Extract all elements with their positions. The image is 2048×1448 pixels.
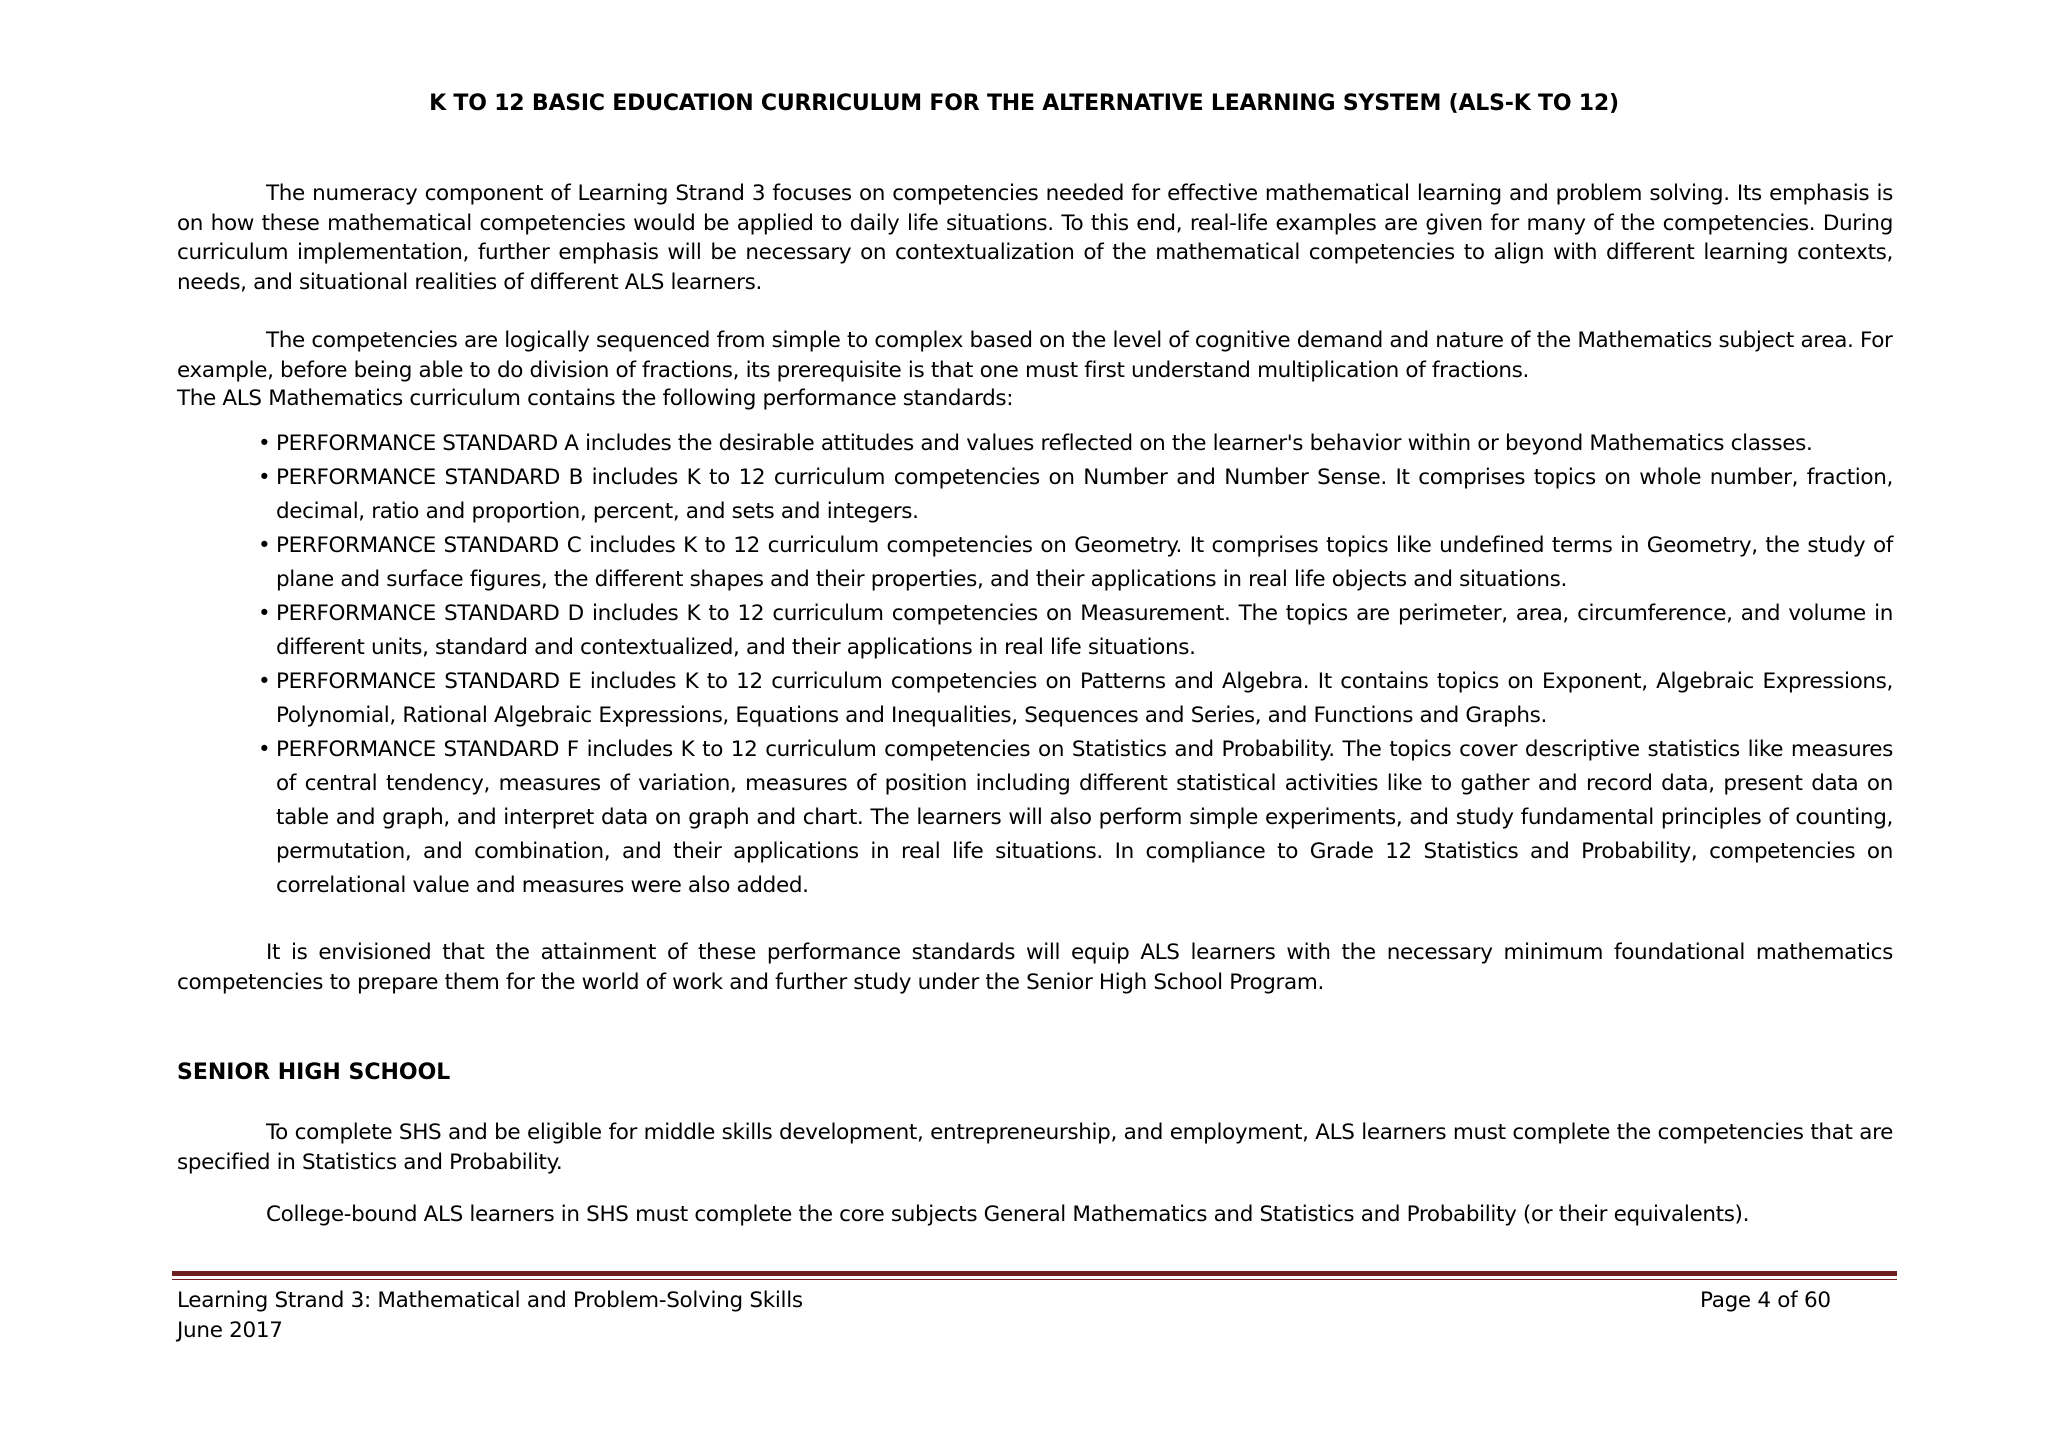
footer-divider: [172, 1271, 1897, 1276]
list-item-text: PERFORMANCE STANDARD B includes K to 12 curriculum competencies on Number and Number Sense. It comprises topics on whole number, fraction, decimal, ratio and proportion, percent, and sets and integers.: [276, 465, 1893, 524]
performance-standards-list: [258, 427, 1893, 903]
footer-strand: Learning Strand 3: Mathematical and Problem-Solving Skills: [177, 1288, 803, 1313]
bullet-icon: •: [258, 737, 271, 762]
list-item: [258, 733, 1893, 903]
envisioned-paragraph: It is envisioned that the attainment of these performance standards will equip ALS learners with the necessary minimum foundational mathematics competencies to prepare them for the world of work and further study under the Senior High School Program.: [177, 940, 1893, 995]
bullet-icon: •: [258, 533, 271, 558]
bullet-icon: •: [258, 465, 271, 490]
list-item-text: PERFORMANCE STANDARD D includes K to 12 curriculum competencies on Measurement. The topics are perimeter, area, circumference, and volume in different units, standard and contextualized, and their applications in real life situations.: [276, 601, 1893, 660]
page-number: Page 4 of 60: [1700, 1288, 1831, 1313]
sequencing-paragraph: The competencies are logically sequenced from simple to complex based on the level of cognitive demand and nature of the Mathematics subject area. For example, before being able to do division of fractions, its prerequisite is that one must first understand multiplication of fractions.: [177, 328, 1893, 383]
footer-info: [177, 1286, 803, 1346]
footer-divider-thin: [172, 1279, 1897, 1280]
list-item-text: PERFORMANCE STANDARD A includes the desirable attitudes and values reflected on the learner's behavior within or beyond Mathematics classes.: [276, 431, 1813, 456]
list-item-text: PERFORMANCE STANDARD E includes K to 12 curriculum competencies on Patterns and Algebra. It contains topics on Exponent, Algebraic Expressions, Polynomial, Rational Algebraic Expressions, Equations and Inequalities, Sequences and Series, and Functions and Graphs.: [276, 669, 1893, 728]
footer-date: June 2017: [177, 1318, 283, 1343]
list-item: [258, 461, 1893, 529]
list-item: [258, 597, 1893, 665]
list-item-text: PERFORMANCE STANDARD C includes K to 12 curriculum competencies on Geometry. It comprises topics like undefined terms in Geometry, the study of plane and surface figures, the different shapes and their properties, and their applications in real life objects and situations.: [276, 533, 1893, 592]
shs-requirements-paragraph: To complete SHS and be eligible for middle skills development, entrepreneurship, and employment, ALS learners must complete the competencies that are specified in Statistics and Probability.: [177, 1120, 1893, 1175]
list-item: [258, 529, 1893, 597]
bullet-icon: •: [258, 431, 271, 456]
document-title: K TO 12 BASIC EDUCATION CURRICULUM FOR THE ALTERNATIVE LEARNING SYSTEM (ALS-K TO 12): [429, 91, 1619, 116]
list-item: [258, 427, 1893, 461]
list-item: [258, 665, 1893, 733]
bullet-icon: •: [258, 601, 271, 626]
section-heading: SENIOR HIGH SCHOOL: [177, 1060, 451, 1085]
standards-intro: The ALS Mathematics curriculum contains the following performance standards:: [177, 386, 1014, 411]
bullet-icon: •: [258, 669, 271, 694]
list-item-text: PERFORMANCE STANDARD F includes K to 12 curriculum competencies on Statistics and Probability. The topics cover descriptive statistics like measures of central tendency, measures of variation, measures of position including different statistical activities like to gather and record data, present data on table and graph, and interpret data on graph and chart. The learners will also perform simple experiments, and study fundamental principles of counting, permutation, and combination, and their applications in real life situations. In compliance to Grade 12 Statistics and Probability, competencies on correlational value and measures were also added.: [276, 737, 1893, 898]
intro-paragraph: The numeracy component of Learning Strand 3 focuses on competencies needed for effective mathematical learning and problem solving. Its emphasis is on how these mathematical competencies would be applied to daily life situations. To this end, real-life examples are given for many of the competencies. During curriculum implementation, further emphasis will be necessary on contextualization of the mathematical competencies to align with different learning contexts, needs, and situational realities of different ALS learners.: [177, 181, 1893, 295]
college-bound-paragraph: College-bound ALS learners in SHS must complete the core subjects General Mathematics and Statistics and Probability (or their equivalents).: [266, 1202, 1750, 1227]
